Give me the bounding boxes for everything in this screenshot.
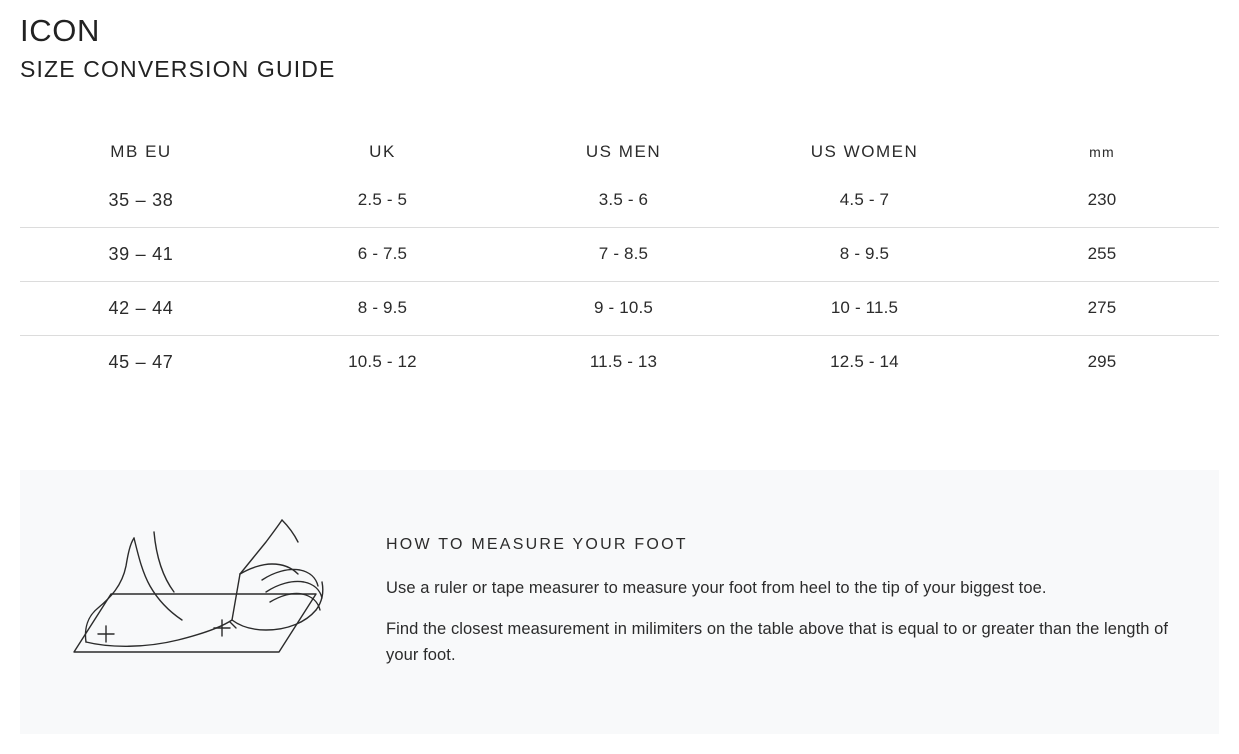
cell-us-women: 8 - 9.5 bbox=[744, 227, 985, 281]
table-row bbox=[20, 281, 1219, 335]
cell-mm: 230 bbox=[1087, 190, 1117, 210]
table-row bbox=[20, 227, 1219, 281]
how-to-measure-text bbox=[386, 536, 1219, 669]
column-header-eu: MB EU bbox=[110, 141, 172, 161]
cell-mm: 295 bbox=[985, 335, 1219, 389]
cell-uk: 2.5 - 5 bbox=[357, 190, 408, 210]
cell-us-men: 3.5 - 6 bbox=[598, 190, 649, 210]
cell-eu: 39 – 41 bbox=[20, 227, 262, 281]
column-header-mm: mm bbox=[1089, 143, 1115, 160]
column-header-us-men: US MEN bbox=[585, 141, 662, 161]
table-row bbox=[20, 335, 1219, 389]
how-to-measure-title: HOW TO MEASURE YOUR FOOT bbox=[386, 535, 688, 553]
cell-mm: 255 bbox=[985, 227, 1219, 281]
cell-mm: 275 bbox=[985, 281, 1219, 335]
cell-eu: 35 – 38 bbox=[108, 189, 174, 210]
size-table-wrap bbox=[20, 130, 1219, 389]
cell-us-men: 9 - 10.5 bbox=[503, 281, 744, 335]
table-header-row bbox=[20, 130, 1219, 174]
page-header bbox=[0, 0, 1239, 84]
cell-uk: 10.5 - 12 bbox=[262, 335, 503, 389]
table-header bbox=[20, 130, 1219, 174]
column-header-uk: UK bbox=[369, 141, 396, 161]
how-to-measure-paragraph-2: Find the closest measurement in milimiters on the table above that is equal to or greater than the length of your foot. bbox=[386, 620, 1169, 664]
brand-title: ICON bbox=[20, 13, 100, 48]
foot-measure-illustration bbox=[26, 502, 386, 702]
page-title: SIZE CONVERSION GUIDE bbox=[20, 56, 336, 83]
cell-us-women: 4.5 - 7 bbox=[839, 190, 890, 210]
cell-us-men: 7 - 8.5 bbox=[503, 227, 744, 281]
how-to-measure-paragraph-1: Use a ruler or tape measurer to measure your foot from heel to the tip of your biggest toe. bbox=[386, 578, 1047, 597]
size-conversion-table bbox=[20, 130, 1219, 389]
column-header-us-women: US WOMEN bbox=[810, 141, 919, 161]
cell-us-women: 10 - 11.5 bbox=[744, 281, 985, 335]
cell-us-men: 11.5 - 13 bbox=[503, 335, 744, 389]
table-body bbox=[20, 174, 1219, 389]
cell-eu: 42 – 44 bbox=[20, 281, 262, 335]
cell-uk: 8 - 9.5 bbox=[262, 281, 503, 335]
cell-eu: 45 – 47 bbox=[20, 335, 262, 389]
table-row bbox=[20, 174, 1219, 228]
how-to-measure-panel bbox=[20, 470, 1219, 734]
cell-uk: 6 - 7.5 bbox=[262, 227, 503, 281]
cell-us-women: 12.5 - 14 bbox=[744, 335, 985, 389]
